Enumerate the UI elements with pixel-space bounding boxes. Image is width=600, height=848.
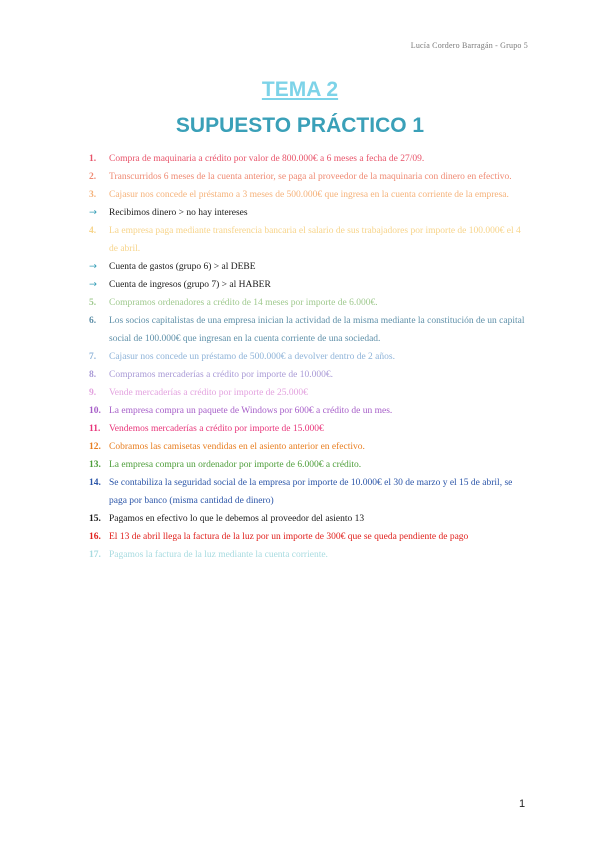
item-text: La empresa paga mediante transferencia bancaria el salario de sus trabajadores por importe de 100.000€ el 4 de abril. xyxy=(109,226,521,254)
item-text: Se contabiliza la seguridad social de la empresa por importe de 10.000€ el 30 de marzo y el 15 de abril, se paga por banco (misma cantidad de dinero) xyxy=(109,478,513,506)
item-number: 8. xyxy=(89,370,97,380)
item-number: 14. xyxy=(89,478,101,488)
exercise-item xyxy=(89,186,529,204)
item-number: 9. xyxy=(89,388,97,398)
item-number: 7. xyxy=(89,352,97,362)
exercise-item xyxy=(89,510,529,528)
item-number: 2. xyxy=(89,172,97,182)
item-text: Los socios capitalistas de una empresa inician la actividad de la misma mediante la constitución de un capital social de 100.000€ que ingresan en la cuenta corriente de una sociedad. xyxy=(109,316,525,344)
item-text: Compramos ordenadores a crédito de 14 meses por importe de 6.000€. xyxy=(109,298,378,308)
exercise-item xyxy=(89,456,529,474)
item-number: 15. xyxy=(89,514,101,524)
exercise-item xyxy=(89,402,529,420)
exercise-item xyxy=(89,384,529,402)
item-text: Vende mercaderías a crédito por importe de 25.000€ xyxy=(109,388,308,398)
page-number: 1 xyxy=(519,798,526,810)
note-item xyxy=(89,204,529,222)
item-text: Pagamos en efectivo lo que le debemos al proveedor del asiento 13 xyxy=(109,514,365,524)
page-header: Lucía Cordero Barragán - Grupo 5 xyxy=(410,41,528,50)
item-text: Cuenta de gastos (grupo 6) > al DEBE xyxy=(109,262,256,272)
item-text: Compramos mercaderías a crédito por importe de 10.000€. xyxy=(109,370,333,380)
item-text: Pagamos la factura de la luz mediante la cuenta corriente. xyxy=(109,550,328,560)
item-text: Vendemos mercaderías a crédito por importe de 15.000€ xyxy=(109,424,324,434)
item-text: Compra de maquinaria a crédito por valor de 800.000€ a 6 meses a fecha de 27/09. xyxy=(109,154,425,164)
exercise-item xyxy=(89,474,529,510)
item-number: 11. xyxy=(89,424,101,434)
arrow-icon: → xyxy=(89,207,97,218)
item-number: 4. xyxy=(89,226,97,236)
exercise-item xyxy=(89,366,529,384)
item-number: 10. xyxy=(89,406,101,416)
item-text: Cajasur nos concede el préstamo a 3 meses de 500.000€ que ingresa en la cuenta corriente de la empresa. xyxy=(109,190,509,200)
exercise-item xyxy=(89,312,529,348)
item-text: Cajasur nos concede un préstamo de 500.000€ a devolver dentro de 2 años. xyxy=(109,352,395,362)
exercise-item xyxy=(89,546,529,564)
exercise-item xyxy=(89,222,529,258)
exercise-item xyxy=(89,168,529,186)
item-text: El 13 de abril llega la factura de la luz por un importe de 300€ que se queda pendiente de pago xyxy=(109,532,469,542)
note-item xyxy=(89,258,529,276)
item-number: 16. xyxy=(89,532,101,542)
item-text: Cuenta de ingresos (grupo 7) > al HABER xyxy=(109,280,271,290)
arrow-icon: → xyxy=(89,279,97,290)
item-text: Recibimos dinero > no hay intereses xyxy=(109,208,248,218)
item-number: 17. xyxy=(89,550,101,560)
item-number: 5. xyxy=(89,298,97,308)
item-text: La empresa compra un ordenador por importe de 6.000€ a crédito. xyxy=(109,460,362,470)
arrow-icon: → xyxy=(89,261,97,272)
item-number: 1. xyxy=(89,154,97,164)
exercise-item xyxy=(89,348,529,366)
item-number: 3. xyxy=(89,190,97,200)
exercise-item xyxy=(89,528,529,546)
exercise-item xyxy=(89,438,529,456)
item-text: Cobramos las camisetas vendidas en el asiento anterior en efectivo. xyxy=(109,442,365,452)
exercise-item xyxy=(89,294,529,312)
exercise-title: SUPUESTO PRÁCTICO 1 xyxy=(175,114,425,137)
exercise-item xyxy=(89,420,529,438)
item-number: 13. xyxy=(89,460,101,470)
topic-title: TEMA 2 xyxy=(261,78,339,101)
item-number: 12. xyxy=(89,442,101,452)
item-number: 6. xyxy=(89,316,97,326)
item-text: Transcurridos 6 meses de la cuenta anterior, se paga al proveedor de la maquinaria con dinero en efectivo. xyxy=(109,172,512,182)
item-text: La empresa compra un paquete de Windows por 600€ a crédito de un mes. xyxy=(109,406,393,416)
exercise-list xyxy=(89,150,529,564)
note-item xyxy=(89,276,529,294)
exercise-item xyxy=(89,150,529,168)
